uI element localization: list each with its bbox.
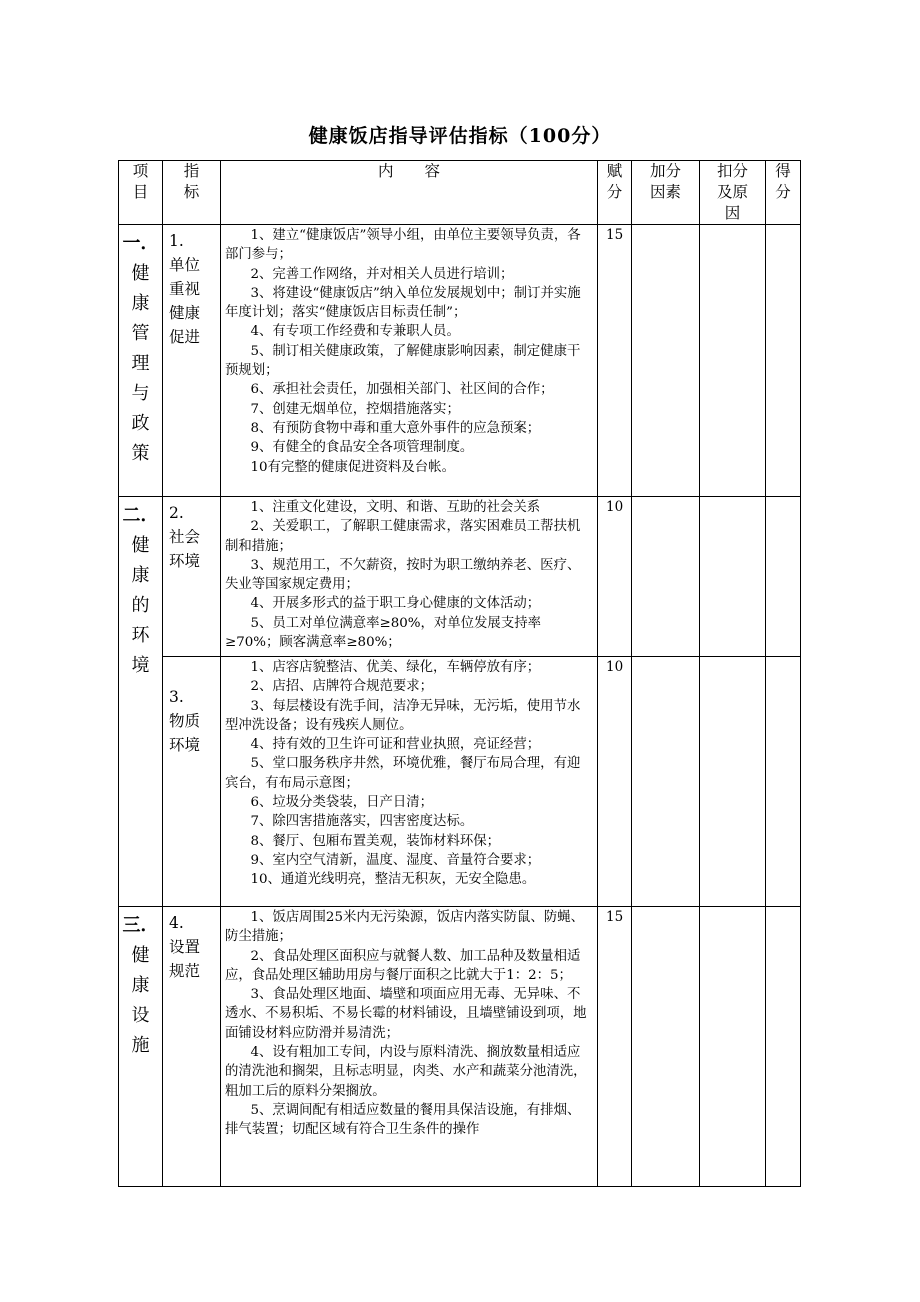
list-item: 1、注重文化建设，文明、和谐、互助的社会关系 bbox=[250, 500, 541, 515]
project-cell: 一． 健 康 管 理 与 政 策 bbox=[119, 225, 163, 497]
list-item: 9、室内空气清新，温度、湿度、音量符合要求； bbox=[250, 852, 541, 868]
deduct-cell bbox=[700, 225, 766, 497]
score-cell: 10 bbox=[598, 657, 632, 907]
indicator-cell: 3. 物质 环境 bbox=[163, 657, 221, 907]
points-cell bbox=[766, 225, 801, 497]
points-cell bbox=[766, 497, 801, 657]
page-title: 健康饭店指导评估指标（100分） bbox=[308, 125, 612, 147]
list-item: 5、员工对单位满意率≥80%，对单位发展支持率≥70%；顾客满意率≥80%； bbox=[225, 615, 541, 651]
content-cell bbox=[221, 907, 598, 1187]
list-item: 10有完整的健康促进资料及台帐。 bbox=[250, 459, 455, 475]
bonus-cell bbox=[632, 907, 700, 1187]
list-item: 3、将建设“健康饭店”纳入单位发展规划中；制订并实施年度计划；落实“健康饭店目标责任制”； bbox=[225, 285, 581, 321]
bonus-cell bbox=[632, 657, 700, 907]
table-row bbox=[119, 657, 801, 907]
table-row bbox=[119, 225, 801, 497]
list-item: 4、开展多形式的益于职工身心健康的文体活动； bbox=[250, 596, 541, 612]
indicator-cell: 2. 社会 环境 bbox=[163, 497, 221, 657]
header-deduct: 扣分 及原 因 bbox=[700, 161, 766, 225]
list-item: 6、承担社会责任，加强相关部门、社区间的合作； bbox=[250, 382, 554, 398]
list-item: 5、堂口服务秩序井然，环境优雅，餐厅布局合理，有迎宾台，有布局示意图； bbox=[225, 756, 581, 791]
list-item: 5、制订相关健康政策，了解健康影响因素，制定健康干预规划； bbox=[225, 343, 581, 379]
list-item: 2、关爱职工，了解职工健康需求，落实困难员工帮扶机制和措施； bbox=[225, 519, 581, 554]
header-project: 项 目 bbox=[119, 161, 163, 225]
list-item: 4、有专项工作经费和专兼职人员。 bbox=[250, 324, 460, 340]
deduct-cell bbox=[700, 907, 766, 1187]
list-item: 1、饭店周围25米内无污染源，饭店内落实防鼠、防蝇、防尘措施； bbox=[225, 910, 584, 945]
header-points: 得 分 bbox=[766, 161, 801, 225]
list-item: 4、持有效的卫生许可证和营业执照，亮证经营； bbox=[250, 737, 541, 753]
list-item: 8、餐厅、包厢布置美观，装饰材料环保； bbox=[250, 833, 501, 849]
list-item: 3、食品处理区地面、墙壁和项面应用无毒、无异味、不透水、不易积垢、不易长霉的材料铺设，且墙壁铺设到项，地面铺设材料应防滑并易清洗； bbox=[225, 987, 587, 1041]
table-row bbox=[119, 907, 801, 1187]
list-item: 5、烹调间配有相适应数量的餐用具保洁设施，有排烟、排气装置；切配区域有符合卫生条件的操作 bbox=[225, 1102, 581, 1138]
project-cell: 三． 健 康 设 施 bbox=[119, 907, 163, 1187]
content-cell bbox=[221, 225, 598, 497]
list-item: 3、每层楼设有洗手间，洁净无异味，无污垢，使用节水型冲洗设备；设有残疾人厕位。 bbox=[225, 698, 581, 733]
score-cell: 15 bbox=[598, 907, 632, 1187]
header-row bbox=[119, 161, 801, 225]
bonus-cell bbox=[632, 225, 700, 497]
points-cell bbox=[766, 657, 801, 907]
list-item: 8、有预防食物中毒和重大意外事件的应急预案； bbox=[250, 420, 541, 436]
score-cell: 15 bbox=[598, 225, 632, 497]
list-item: 7、除四害措施落实，四害密度达标。 bbox=[250, 814, 474, 830]
list-item: 2、食品处理区面积应与就餐人数、加工品种及数量相适应，食品处理区辅助用房与餐厅面积之比就大于1：2：5； bbox=[225, 948, 581, 983]
content-cell bbox=[221, 497, 598, 657]
project-cell: 二． 健 康 的 环 境 bbox=[119, 497, 163, 907]
list-item: 4、设有粗加工专间，内设与原料清洗、搁放数量相适应的清洗池和搁架，且标志明显，肉类、水产和蔬菜分池清洗，粗加工后的原料分架搁放。 bbox=[225, 1045, 587, 1099]
header-score: 赋 分 bbox=[598, 161, 632, 225]
list-item: 6、垃圾分类袋装，日产日清； bbox=[250, 795, 434, 811]
content-cell bbox=[221, 657, 598, 907]
header-content: 内 容 bbox=[221, 161, 598, 225]
indicator-cell: 4. 设置 规范 bbox=[163, 907, 221, 1187]
deduct-cell bbox=[700, 497, 766, 657]
header-indicator: 指 标 bbox=[163, 161, 221, 225]
indicator-cell: 1. 单位 重视 健康 促进 bbox=[163, 225, 221, 497]
list-item: 1、店容店貌整洁、优美、绿化，车辆停放有序； bbox=[250, 660, 541, 675]
list-item: 9、有健全的食品安全各项管理制度。 bbox=[250, 440, 474, 456]
list-item: 2、完善工作网络，并对相关人员进行培训； bbox=[250, 266, 514, 282]
points-cell bbox=[766, 907, 801, 1187]
deduct-cell bbox=[700, 657, 766, 907]
list-item: 2、店招、店牌符合规范要求； bbox=[250, 679, 434, 695]
score-cell: 10 bbox=[598, 497, 632, 657]
list-item: 7、创建无烟单位，控烟措施落实； bbox=[250, 401, 460, 417]
list-item: 1、建立“健康饭店”领导小组，由单位主要领导负责，各部门参与； bbox=[225, 228, 581, 263]
evaluation-table bbox=[118, 160, 801, 1187]
header-bonus: 加分 因素 bbox=[632, 161, 700, 225]
table-row bbox=[119, 497, 801, 657]
list-item: 3、规范用工，不欠薪资，按时为职工缴纳养老、医疗、失业等国家规定费用； bbox=[225, 557, 581, 593]
list-item: 10、通道光线明亮，整洁无积灰，无安全隐患。 bbox=[250, 872, 536, 888]
bonus-cell bbox=[632, 497, 700, 657]
